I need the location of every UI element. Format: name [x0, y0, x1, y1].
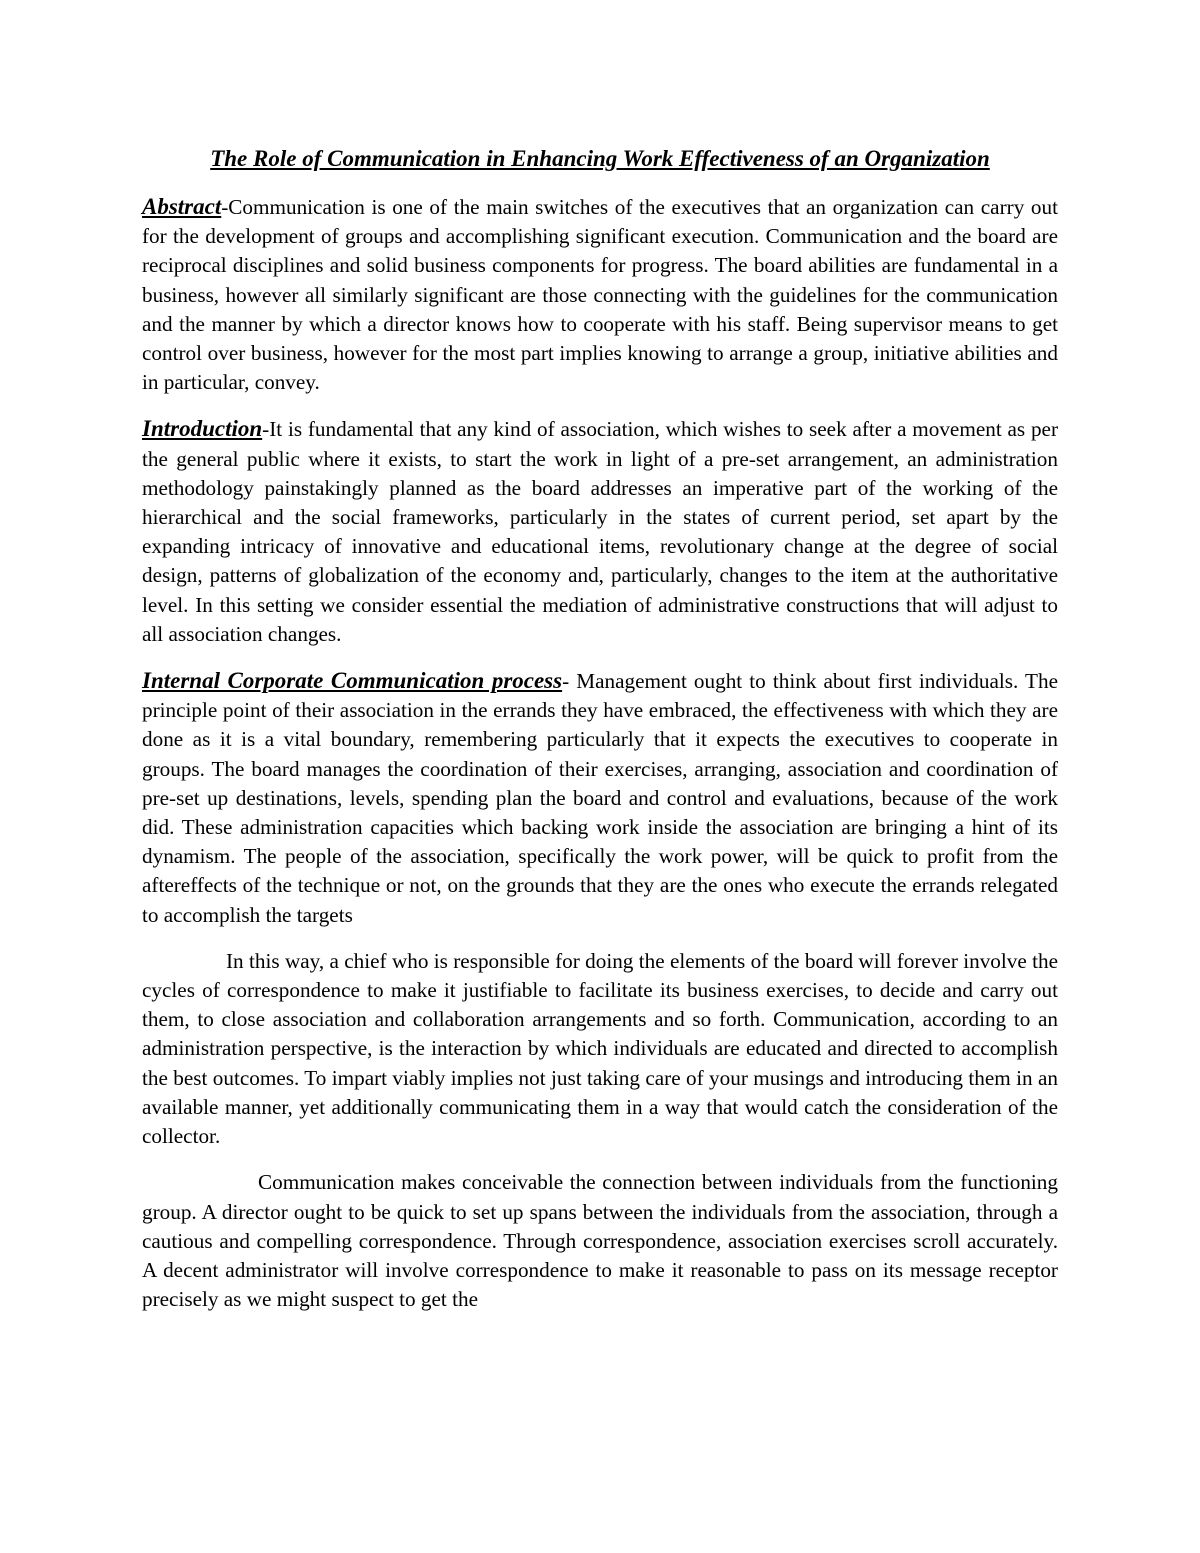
abstract-heading: Abstract	[142, 194, 222, 219]
document-body	[142, 141, 1058, 1331]
body-paragraph: In this way, a chief who is responsible for doing the elements of the board will forever involve the cycles of correspondence to make it justifiable to facilitate its business exercises, to decide and carry out them, to close association and collaboration arrangements and so forth. Communication, according to an administration perspective, is the interaction by which individuals are educated and directed to accomplish the best outcomes. To impart viably implies not just taking care of your musings and introducing them in an available manner, yet additionally communicating them in a way that would catch the consideration of the collector.	[142, 948, 1058, 1149]
internal-communication-text: - Management ought to think about first individuals. The principle point of their association in the errands they have embraced, the effectiveness with which they are done as it is a vital boundary, remembering particularly that it expects the executives to cooperate in groups. The board manages the coordination of their exercises, arranging, association and coordination of pre-set up destinations, levels, spending plan the board and control and evaluations, because of the work did. These administration capacities which backing work inside the association are bringing a hint of its dynamism. The people of the association, specifically the work power, will be quick to profit from the aftereffects of the technique or not, on the grounds that they are the ones who execute the errands relegated to accomplish the targets	[142, 669, 1058, 927]
document-title: The Role of Communication in Enhancing Work Effectiveness of an Organization	[210, 146, 990, 171]
introduction-heading: Introduction	[142, 416, 263, 442]
internal-communication-heading: Internal Corporate Communication process	[142, 668, 563, 694]
introduction-text: -It is fundamental that any kind of association, which wishes to seek after a movement as per the general public where it exists, to start the work in light of a pre-set arrangement, an administration methodology painstakingly planned as the board addresses an imperative part of the working of the hierarchical and the social frameworks, particularly in the states of current period, set apart by the expanding intricacy of innovative and educational items, revolutionary change at the degree of social design, patterns of globalization of the economy and, particularly, changes to the item at the authoritative level. In this setting we consider essential the mediation of administrative constructions that will adjust to all association changes.	[142, 417, 1058, 646]
abstract-text: -Communication is one of the main switches of the executives that an organization can carry out for the development of groups and accomplishing significant execution. Communication and the board are reciprocal disciplines and solid business components for progress. The board abilities are fundamental in a business, however all similarly significant are those connecting with the guidelines for the communication and the manner by which a director knows how to cooperate with his staff. Being supervisor means to get control over business, however for the most part implies knowing to arrange a group, initiative abilities and in particular, convey.	[142, 195, 1058, 395]
body-paragraph: Communication makes conceivable the connection between individuals from the functioning group. A director ought to be quick to set up spans between the individuals from the association, through a cautious and compelling correspondence. Through correspondence, association exercises scroll accurately. A decent administrator will involve correspondence to make it reasonable to pass on its message receptor precisely as we might suspect to get the	[142, 1170, 1058, 1312]
introduction-paragraph	[142, 414, 1058, 649]
internal-communication-paragraph	[142, 666, 1058, 930]
abstract-paragraph	[142, 192, 1058, 397]
